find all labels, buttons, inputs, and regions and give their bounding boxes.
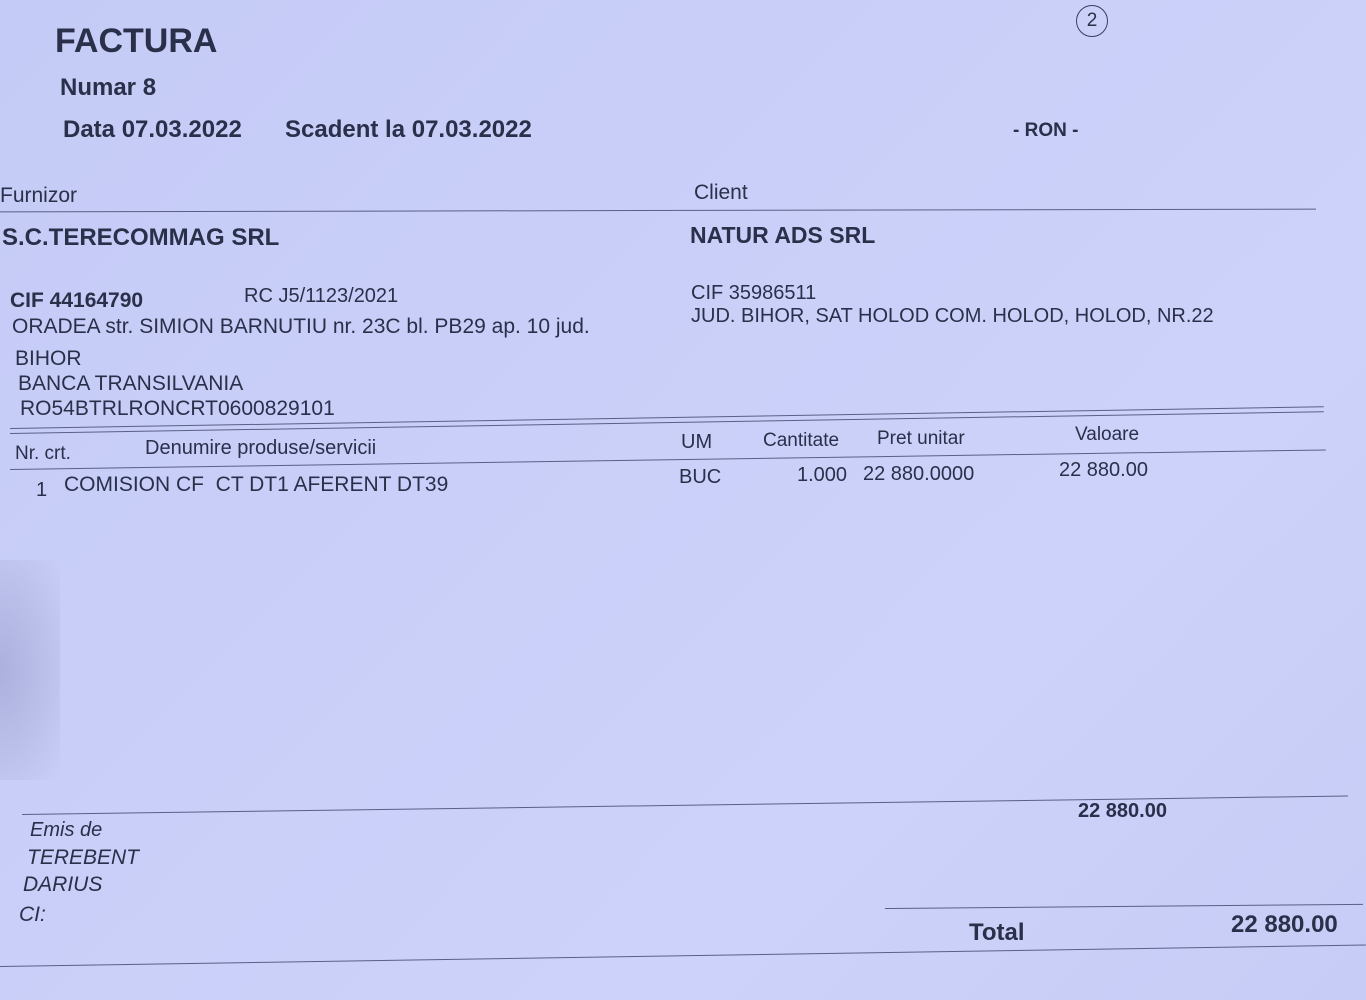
col-header-um: UM bbox=[681, 431, 713, 453]
supplier-heading: Furnizor bbox=[0, 184, 78, 207]
invoice-date: Data 07.03.2022 bbox=[63, 116, 242, 143]
issuer-last-name: DARIUS bbox=[23, 873, 103, 896]
total-top-rule bbox=[885, 904, 1363, 909]
supplier-rc: RC J5/1123/2021 bbox=[244, 285, 399, 307]
parties-divider bbox=[0, 209, 1316, 213]
col-header-value: Valoare bbox=[1075, 424, 1140, 445]
issued-by-label: Emis de bbox=[30, 819, 103, 841]
row-um: BUC bbox=[679, 466, 722, 488]
row-name: COMISION CF CT DT1 AFERENT DT39 bbox=[64, 473, 449, 496]
total-label: Total bbox=[969, 919, 1025, 946]
row-value: 22 880.00 bbox=[1059, 459, 1148, 481]
row-nr: 1 bbox=[36, 479, 48, 501]
supplier-bank: BANCA TRANSILVANIA bbox=[18, 372, 244, 395]
invoice-title: FACTURA bbox=[55, 22, 218, 60]
supplier-cif: CIF 44164790 bbox=[10, 289, 144, 312]
total-value: 22 880.00 bbox=[1231, 911, 1338, 938]
issuer-first-name: TEREBENT bbox=[27, 846, 140, 869]
col-header-qty: Cantitate bbox=[763, 430, 840, 451]
col-header-nr: Nr. crt. bbox=[15, 443, 71, 464]
invoice-number: Numar 8 bbox=[60, 74, 157, 101]
supplier-address-line2: BIHOR bbox=[15, 347, 82, 370]
bottom-rule bbox=[0, 945, 1366, 967]
subtotal-value: 22 880.00 bbox=[1078, 800, 1167, 822]
supplier-iban: RO54BTRLRONCRT0600829101 bbox=[20, 397, 335, 420]
client-cif: CIF 35986511 bbox=[691, 282, 817, 304]
row-price: 22 880.0000 bbox=[863, 463, 975, 485]
invoice-due-date: Scadent la 07.03.2022 bbox=[285, 116, 532, 143]
ci-label: CI: bbox=[19, 903, 46, 926]
col-header-name: Denumire produse/servicii bbox=[145, 437, 377, 459]
client-heading: Client bbox=[694, 181, 748, 204]
supplier-address-line1: ORADEA str. SIMION BARNUTIU nr. 23C bl. PB29 ap. 10 jud. bbox=[12, 315, 590, 338]
page-number-mark: 2 bbox=[1076, 5, 1108, 37]
photo-shadow bbox=[0, 560, 60, 780]
client-name: NATUR ADS SRL bbox=[690, 222, 876, 248]
client-address: JUD. BIHOR, SAT HOLOD COM. HOLOD, HOLOD, NR.22 bbox=[691, 305, 1214, 327]
row-qty: 1.000 bbox=[797, 464, 848, 486]
currency-label: - RON - bbox=[1013, 120, 1079, 141]
col-header-price: Pret unitar bbox=[877, 428, 965, 449]
supplier-name: S.C.TERECOMMAG SRL bbox=[2, 224, 280, 251]
